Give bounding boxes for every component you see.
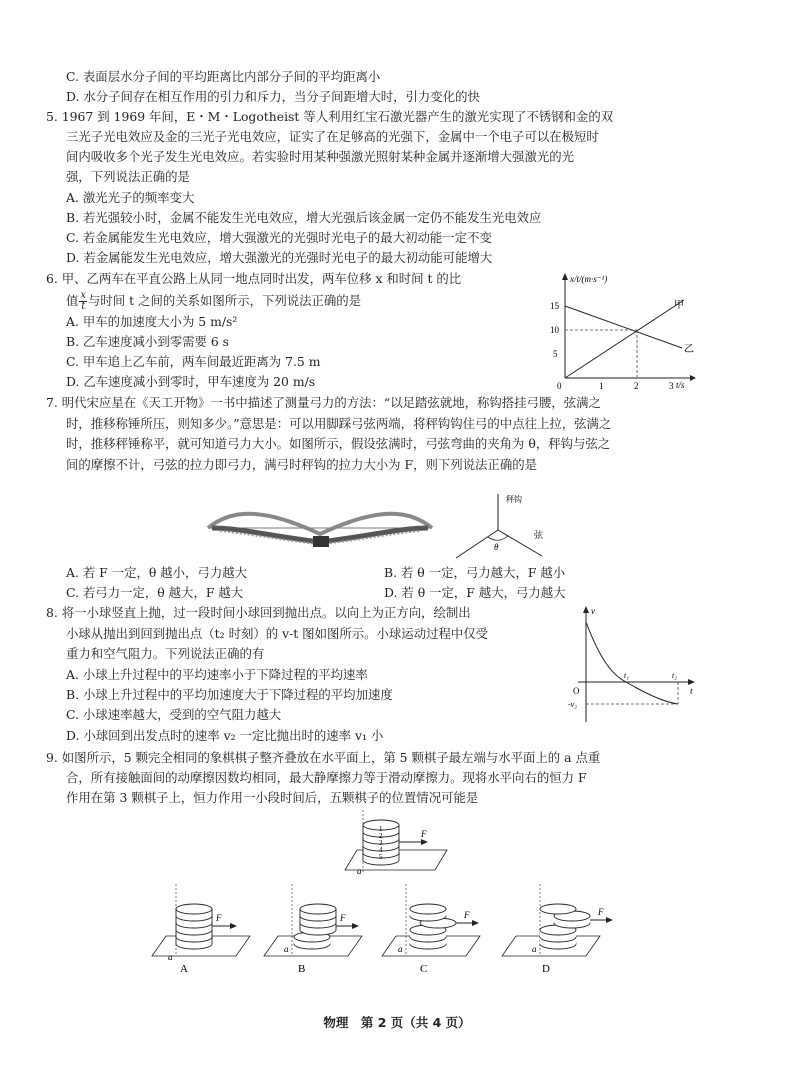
q8-origin-label: O — [573, 686, 580, 696]
q8-option-c: C. 小球速率越大，受到的空气阻力越大 — [66, 707, 282, 722]
q6-graph-xtick-2: 2 — [634, 381, 639, 390]
q9-figure-choice-a — [150, 880, 260, 972]
q9-figure-original-stack — [335, 808, 455, 878]
q6-stem-pre: 值 — [66, 293, 79, 308]
q6-graph-ylabel: x/t/(m·s⁻¹) — [570, 274, 608, 284]
q8-v2-label: -v₂ — [568, 700, 577, 709]
q6-graph-label-yi: 乙 — [684, 344, 694, 355]
q6-frac-num: x — [80, 290, 87, 301]
q5-option-b: B. 若光强较小时，金属不能发生光电效应，增大光强后该金属一定仍不能发生光电效应 — [66, 210, 542, 225]
q9-choice-b-label: B — [298, 963, 306, 972]
q9-a-F: F — [216, 913, 222, 923]
q6-graph-xtick-1: 1 — [599, 381, 604, 390]
q6-graph — [548, 270, 698, 390]
q5-stem-line2: 三光子光电效应及金的三光子光电效应，证实了在足够高的光强下，金属中一个电子可以在极短时 — [66, 129, 599, 144]
q5-stem-line3: 间内吸收多个光子发生光电效应。若实验时用某种强激光照射某种金属并逐渐增大强激光的光 — [66, 149, 575, 164]
q5-option-d: D. 若金属能发生光电效应，增大强激光的光强时光电子的最大初动能可能增大 — [66, 250, 493, 265]
page-footer: 物理 第 2 页（共 4 页） — [323, 1015, 471, 1030]
q8-t2-label: t₂ — [672, 671, 678, 680]
q6-graph-xtick-3: 3 — [669, 381, 674, 390]
q9-figure-choice-b — [262, 880, 372, 972]
q6-option-c: C. 甲车追上乙车前，两车间最近距离为 7.5 m — [66, 354, 321, 369]
q9-b-a: a — [284, 944, 289, 954]
q9-c-a: a — [398, 944, 403, 954]
q6-graph-ytick-15: 15 — [550, 301, 559, 311]
q7-stem-line2: 时，推移称锤所压，则知多少。”意思是：可以用脚踩弓弦两端，将秤钩钩住弓的中点往上拉，弦满之 — [66, 416, 612, 431]
q7-string-label: 弦 — [534, 530, 544, 540]
q7-option-b: B. 若 θ 一定，弓力越大，F 越小 — [384, 565, 566, 580]
q4-option-c: C. 表面层水分子间的平均距离比内部分子间的平均距离小 — [66, 69, 381, 84]
q6-stem-line2 — [66, 291, 361, 312]
q8-option-b: B. 小球上升过程中的平均加速度大于下降过程的平均加速度 — [66, 687, 393, 702]
bow-illustration — [200, 498, 440, 556]
q6-graph-xlabel: t/s — [676, 380, 685, 390]
q9-stem-line3: 作用在第 3 颗棋子上，恒力作用一小段时间后，五颗棋子的位置情况可能是 — [66, 790, 479, 805]
q8-t1-label: t₁ — [624, 671, 630, 680]
q5-stem-line4: 强，下列说法正确的是 — [66, 169, 190, 184]
q9-d-a: a — [532, 944, 537, 954]
q9-choice-c-label: C — [420, 963, 428, 972]
q9-top-num2: 2 — [379, 832, 383, 840]
q9-top-F: F — [421, 829, 427, 839]
q7-option-d: D. 若 θ 一定，F 越大，弓力越大 — [384, 585, 566, 600]
q9-top-num1: 1 — [379, 825, 383, 833]
q8-stem-line2: 小球从抛出到回到抛出点（t₂ 时刻）的 v-t 图如图所示。小球运动过程中仅受 — [66, 626, 489, 641]
q9-top-num5: 5 — [379, 853, 383, 861]
q9-stem-line2: 合，所有接触面间的动摩擦因数均相同，最大静摩擦力等于滑动摩擦力。现将水平向右的恒力 F — [66, 770, 587, 785]
q7-hook-label: 秤钩 — [506, 495, 522, 504]
q6-graph-origin: 0 — [557, 381, 562, 390]
q5-stem-line1: 5. 1967 到 1969 年间，E・M・Logotheist 等人利用红宝石激光器产生的激光实现了不锈钢和金的双 — [46, 109, 614, 124]
q8-stem-line3: 重力和空气阻力。下列说法正确的有 — [66, 646, 265, 661]
q7-stem-line1: 7. 明代宋应星在《天工开物》一书中描述了测量弓力的方法：“以足踏弦就地，称钩搭挂弓腰，弦满之 — [46, 395, 601, 410]
q7-theta-label: θ — [494, 542, 499, 552]
q8-stem-line1: 8. 将一小球竖直上抛，过一段时间小球回到抛出点。以向上为正方向，绘制出 — [46, 605, 471, 620]
q9-top-num3: 3 — [379, 839, 383, 847]
q9-d-F: F — [598, 907, 604, 917]
q6-stem-post: 与时间 t 之间的关系如图所示，下列说法正确的是 — [88, 293, 362, 308]
q8-v-label: v — [591, 606, 595, 616]
q6-option-a: A. 甲车的加速度大小为 5 m/s² — [66, 314, 238, 329]
q7-option-a: A. 若 F 一定，θ 越小，弓力越大 — [66, 565, 247, 580]
q8-option-a: A. 小球上升过程中的平均速率小于下降过程的平均速率 — [66, 667, 368, 682]
q9-figure-choice-c — [380, 880, 490, 972]
q6-option-d: D. 乙车速度减小到零时，甲车速度为 20 m/s — [66, 374, 316, 389]
q9-c-F: F — [464, 910, 470, 920]
q6-graph-label-jia: 甲 — [674, 300, 684, 311]
q6-graph-ytick-5: 5 — [553, 349, 558, 359]
q9-a-a: a — [168, 952, 173, 962]
q8-vt-graph — [568, 604, 700, 730]
q5-option-c: C. 若金属能发生光电效应，增大强激光的光强时光电子的最大初动能一定不变 — [66, 230, 492, 245]
q6-stem-line1: 6. 甲、乙两车在平直公路上从同一地点同时出发，两车位移 x 和时间 t 的比 — [46, 271, 462, 286]
q9-b-F: F — [340, 913, 346, 923]
q8-option-d: D. 小球回到出发点时的速率 v₂ 一定比抛出时的速率 v₁ 小 — [66, 728, 384, 743]
q9-figure-choice-d — [500, 880, 625, 972]
q7-stem-line4: 间的摩擦不计，弓弦的拉力即弓力，满弓时秤钩的拉力大小为 F，则下列说法正确的是 — [66, 457, 537, 472]
q9-stem-line1: 9. 如图所示，5 颗完全相同的象棋棋子整齐叠放在水平面上，第 5 颗棋子最左端与水平面上的 a 点重 — [46, 750, 601, 765]
q6-fraction — [79, 291, 87, 312]
q9-choice-a-label: A — [180, 963, 188, 972]
q9-top-num4: 4 — [379, 846, 383, 854]
q6-frac-den: t — [81, 301, 86, 312]
q7-force-diagram — [450, 490, 560, 562]
q6-graph-ytick-10: 10 — [550, 325, 559, 335]
q7-option-c: C. 若弓力一定，θ 越大，F 越大 — [66, 585, 244, 600]
q9-top-a: a — [357, 866, 362, 876]
q9-choice-d-label: D — [542, 963, 550, 972]
q7-stem-line3: 时，推移秤锤称平，就可知道弓力大小。如图所示，假设弦满时，弓弦弯曲的夹角为 θ，秤钩与弦之 — [66, 436, 611, 451]
q8-t-label: t — [690, 686, 693, 696]
q5-option-a: A. 激光光子的频率变大 — [66, 190, 195, 205]
q6-option-b: B. 乙车速度减小到零需要 6 s — [66, 334, 230, 349]
q4-option-d: D. 水分子间存在相互作用的引力和斥力，当分子间距增大时，引力变化的快 — [66, 89, 480, 104]
